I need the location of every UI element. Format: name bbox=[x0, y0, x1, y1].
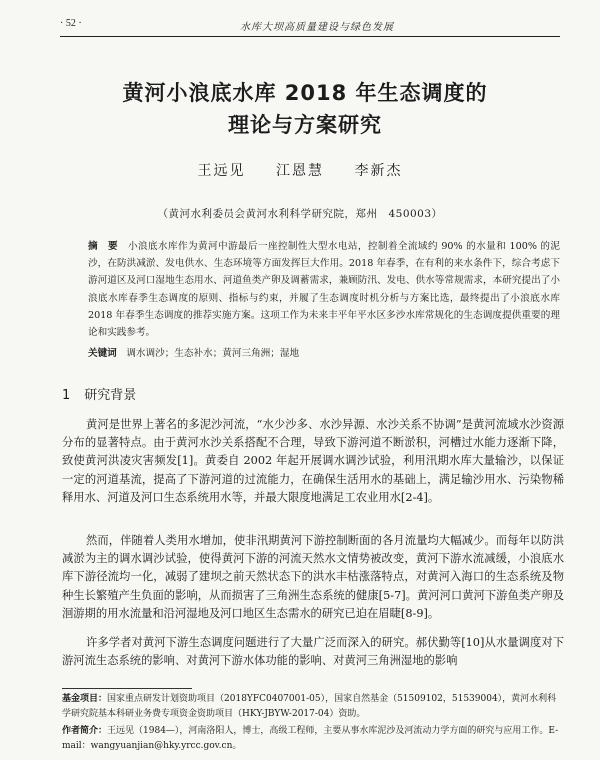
footnote-author bbox=[62, 724, 564, 754]
abstract bbox=[88, 238, 560, 341]
author-bio-label: 作者简介： bbox=[62, 726, 108, 736]
funding-label: 基金项目： bbox=[62, 694, 108, 704]
author-2: 江恩慧 bbox=[276, 163, 324, 179]
affiliation: （黄河水利委员会黄河水利科学研究院，郑州 450003） bbox=[157, 208, 443, 220]
page-number: · 52 · bbox=[60, 18, 82, 29]
author-list bbox=[0, 160, 600, 180]
running-header bbox=[60, 14, 560, 37]
section-title: 研究背景 bbox=[84, 388, 137, 403]
keywords-label: 关键词 bbox=[88, 348, 117, 359]
abstract-label: 摘 要 bbox=[88, 241, 118, 252]
author-3: 李新杰 bbox=[354, 163, 403, 179]
footnote-funding bbox=[62, 692, 564, 722]
section-number: 1 bbox=[62, 388, 71, 403]
journal-title: 水库大坝高质量建设与绿色发展 bbox=[240, 22, 394, 33]
body-paragraph-3: 许多学者对黄河下游生态调度问题进行了大量广泛而深入的研究。郝伏勤等[10]从水量调度对下游河流生态系统的影响、对黄河下游水体功能的影响、对黄河三角洲湿地的影响 bbox=[62, 636, 564, 668]
keywords bbox=[88, 345, 560, 359]
body-paragraph-1: 黄河是世界上著名的多泥沙河流，“水少沙多、水沙异源、水沙关系不协调”是黄河流域水沙资源分布的显著特点。由于黄河水沙关系搭配不合理，导致下游河道不断淤积，河槽过水能力逐渐下降，致使黄河洪凌灾害频发[1]。黄委自 2002 年起开展调水调沙试验，利用汛期水库大量输沙，以保证一定的河道基流，提高了下游河道的过流能力，在确保生活用水的基础上，满足输沙用水、污染物稀释用水、河道及河口生态系统用水等，并最大限度地满足工农业用水[2-4]。 bbox=[62, 418, 564, 504]
author-bio-text: 王远见（1984—），河南洛阳人，博士，高级工程师，主要从事水库泥沙及河流动力学方面的研究与应用工作。E-mail：wangyuanjian@hky.yrcc.gov.cn。 bbox=[62, 726, 559, 751]
keywords-text: 调水调沙；生态补水；黄河三角洲；湿地 bbox=[126, 348, 300, 359]
body-paragraph-2: 然而，伴随着人类用水增加，使非汛期黄河下游控制断面的各月流量均大幅减少。而每年以防洪减淤为主的调水调沙试验，使得黄河下游的河流天然水文情势被改变，黄河下游水流减缓，小浪底水库下游径流均一化，减弱了建坝之前天然状态下的洪水丰枯涨落特点，对黄河入海口的生态系统及物种生长繁殖产生负面的影响，从而损害了三角洲生态系统的健康[5-7]。黄河河口黄河下游鱼类产卵及洄游期的用水流量和沿河湿地及河口地区生态需水的研究已迫在眉睫[8-9]。 bbox=[62, 534, 564, 620]
paper-title-line-2: 理论与方案研究 bbox=[228, 113, 382, 137]
funding-text: 国家重点研发计划资助项目（2018YFC0407001-05），国家自然基金（51509102，51539004），黄河水利科学研究院基本科研业务费专项资金资助项目（HKY-JBYW-2017-04）资助。 bbox=[62, 694, 557, 719]
section-heading bbox=[62, 384, 150, 403]
author-1: 王远见 bbox=[197, 163, 246, 179]
footnote-divider bbox=[62, 688, 192, 689]
abstract-text: 小浪底水库作为黄河中游最后一座控制性大型水电站，控制着全流域约 90% 的水量和 100% 的泥沙，在防洪减淤、发电供水、生态环境等方面发挥巨大作用。2018 年春季，在有利的来水条件下，综合考虑下游河道区及河口湿地生态用水、河道鱼类产卵及调蓄需求，兼顾防汛、发电、供水等常规需求，本研究提出了小浪底水库春季生态调度的原则、指标与约束，并履了生态调度时机分析与方案比选，最终提出了小浪底水库 2018 年春季生态调度的推荐实施方案。这项工作为未来丰平年平水区多沙水库常规化的生态调度提供重要的理论和实践参考。 bbox=[88, 241, 561, 339]
paper-title-line-1: 黄河小浪底水库 2018 年生态调度的 bbox=[122, 81, 488, 105]
